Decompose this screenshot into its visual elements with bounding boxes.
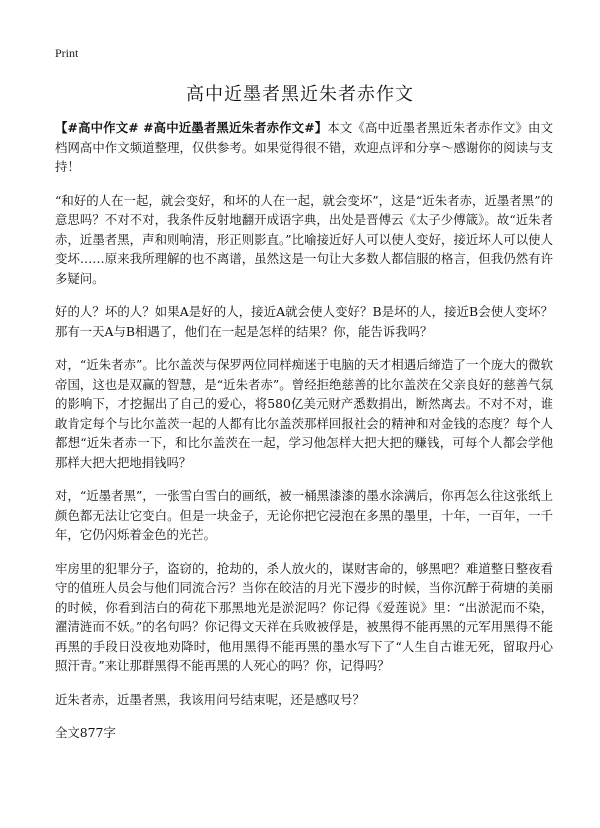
paragraph-4: 对，“近墨者黑”，一张雪白雪白的画纸，被一桶黑漆漆的墨水涂满后，你再怎么往这张纸上颜色都无法让它变白。但是一块金子，无论你把它浸泡在多黑的墨里，十年，一百年，一千年，它仍闪烁着金色的光芒。 [55, 488, 553, 542]
page-title: 高中近墨者黑近朱者赤作文 [186, 84, 414, 105]
paragraph-5: 牢房里的犯罪分子，盗窃的，抢劫的，杀人放火的，谋财害命的，够黑吧？难道整日整夜看守的值班人员会与他们同流合污？当你在皎洁的月光下漫步的时候，当你沉醉于荷塘的美丽的时候，你看到洁白的荷花下那黑地光是淤泥吗？你记得《爱莲说》里：“出淤泥而不染，濯清涟而不妖。”的名句吗？你记得文天祥在兵败被俘是，被黑得不能再黑的元军用黑得不能再黑的手段日没夜地劝降时，他用黑得不能再黑的墨水写下了“人生自古谁无死，留取丹心照汗青。”来让那群黑得不能再黑的人死心的吗？你，记得吗？ [55, 560, 553, 673]
paragraph-6: 近朱者赤，近墨者黑，我该用问号结束呢，还是感叹号？ [55, 691, 365, 707]
paragraph-3: 对，“近朱者赤”。比尔盖茨与保罗两位同样痴迷于电脑的天才相遇后缔造了一个庞大的微软帝国，这也是双赢的智慧，是“近朱者赤”。曾经拒绝慈善的比尔盖茨在父亲良好的慈善气氛的影响下，才挖掘出了自己的爱心，将580亿美元财产悉数捐出，断然离去。不对不对，谁敢肯定每个与比尔盖茨一起的人都有比尔盖茨那样回报社会的精神和对金钱的态度？每个人都想“近朱者赤一下，和比尔盖茨在一起，学习他怎样大把大把的赚钱，可每个人都会学他那样大把大把地捐钱吗？ [55, 357, 553, 470]
paragraph-2: 好的人？坏的人？如果A是好的人，接近A就会使人变好？B是坏的人，接近B会使人变坏？那有一天A与B相遇了，他们在一起是怎样的结果？你，能告诉我吗？ [55, 304, 553, 339]
intro-text: 本文《高中近墨者黑近朱者赤作文》由文档网高中作文频道整理，仅供参考。如果觉得很不错，欢迎点评和分享～感谢你的阅读与支持！ [55, 120, 553, 174]
article-body [55, 118, 553, 757]
category-tags: 【#高中作文# #高中近墨者黑近朱者赤作文#】 [55, 120, 328, 135]
intro-paragraph [55, 118, 553, 177]
paragraph-1: “和好的人在一起，就会变好，和坏的人在一起，就会变坏”，这是“近朱者赤，近墨者黑”的意思吗？不对不对，我条件反射地翻开成语字典，出处是晋傅云《太子少傅箴》。故“近朱者赤，近墨者黑，声和则响清，形正则影直。”比喻接近好人可以使人变好，接近坏人可以使人变坏……原来我所理解的也不离谱，虽然这是一句让大多数人都信服的格言，但我仍然有许多疑问。 [55, 192, 553, 286]
print-label[interactable]: Print [55, 46, 79, 60]
word-count: 全文877字 [55, 725, 116, 740]
